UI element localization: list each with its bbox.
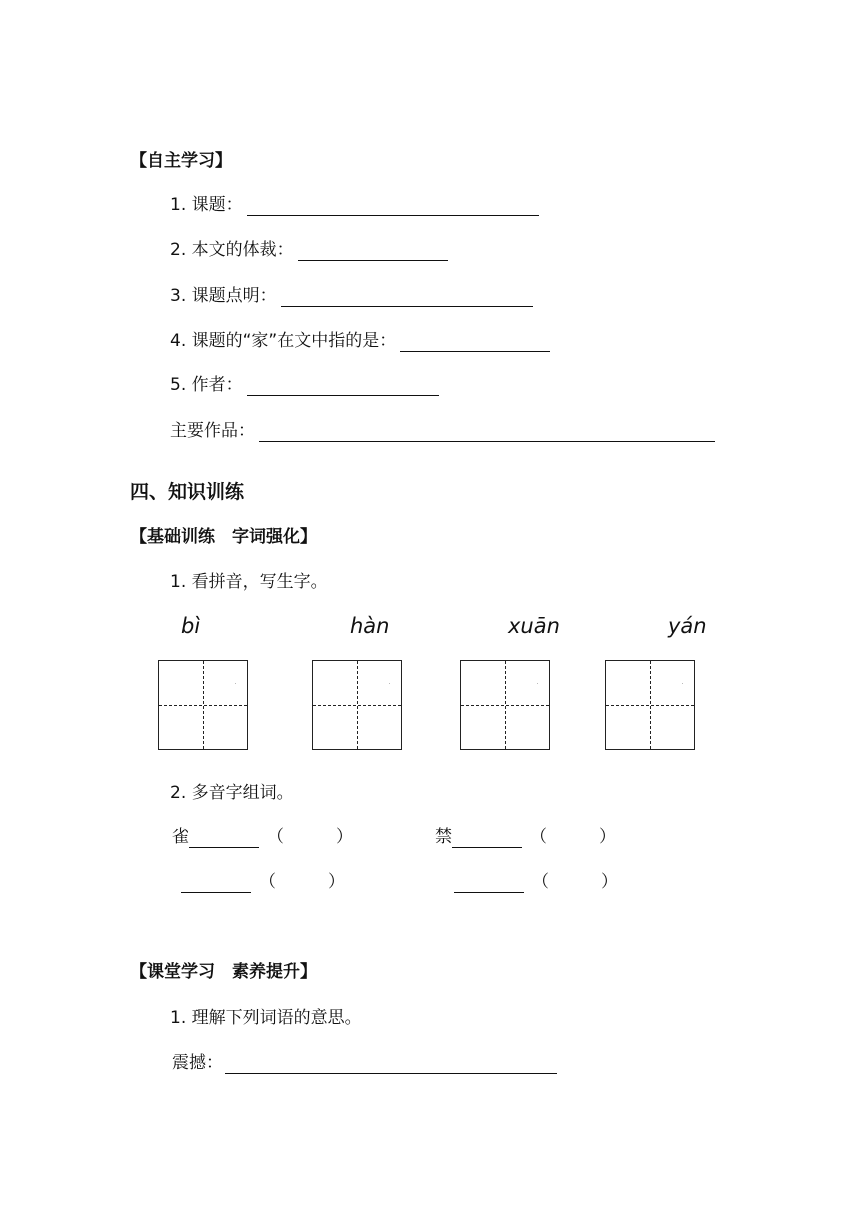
grid-horizontal-guide <box>461 705 549 706</box>
grid-dot <box>389 683 390 684</box>
item-home-meaning-label: 4. 课题的“家”在文中指的是： <box>170 331 397 351</box>
pinyin-4: yán <box>668 614 707 638</box>
item-topic-point <box>170 285 533 307</box>
grid-horizontal-guide <box>606 705 694 706</box>
pinyin-3: xuān <box>508 614 560 638</box>
poly-char-1: 雀 <box>172 827 189 847</box>
pinyin-1: bì <box>181 614 201 638</box>
self-study-heading: 【自主学习】 <box>130 151 232 171</box>
paren-open: （ <box>267 827 284 847</box>
writing-grid-4[interactable] <box>605 660 695 750</box>
poly-row-1-left <box>172 826 353 848</box>
item-topic-label: 1. 课题： <box>170 195 243 215</box>
vocab-item-zhenhan <box>172 1052 557 1074</box>
item-author <box>170 374 439 396</box>
pinyin-2: hàn <box>350 614 390 638</box>
author-answer-blank[interactable] <box>247 378 439 396</box>
vocab-meaning-blank[interactable] <box>225 1056 557 1074</box>
vocab-word: 震撼： <box>172 1053 223 1073</box>
basic-training-heading: 【基础训练 字词强化】 <box>130 527 317 547</box>
paren-open: （ <box>532 872 549 892</box>
grid-dot <box>682 683 683 684</box>
item-works-label: 主要作品： <box>170 421 255 441</box>
poly-row-2-right <box>454 871 618 893</box>
item-genre <box>170 239 448 261</box>
poly-char-2: 禁 <box>435 827 452 847</box>
class-q1: 1. 理解下列词语的意思。 <box>170 1008 362 1028</box>
grid-horizontal-guide <box>159 705 247 706</box>
poly-word-blank[interactable] <box>189 830 259 848</box>
poly-word-blank[interactable] <box>181 875 251 893</box>
item-author-label: 5. 作者： <box>170 375 243 395</box>
item-topic <box>170 194 539 216</box>
poly-word-blank[interactable] <box>452 830 522 848</box>
basic-q1: 1. 看拼音，写生字。 <box>170 572 328 592</box>
writing-grid-1[interactable] <box>158 660 248 750</box>
paren-open: （ <box>259 872 276 892</box>
class-study-heading: 【课堂学习 素养提升】 <box>130 962 317 982</box>
paren-close: ） <box>599 827 616 847</box>
topic-answer-blank[interactable] <box>247 198 539 216</box>
paren-close: ） <box>336 827 353 847</box>
topic-point-answer-blank[interactable] <box>281 289 533 307</box>
paren-close: ） <box>601 872 618 892</box>
home-meaning-answer-blank[interactable] <box>400 334 550 352</box>
writing-grid-2[interactable] <box>312 660 402 750</box>
item-genre-label: 2. 本文的体裁： <box>170 240 294 260</box>
item-home-meaning <box>170 330 550 352</box>
item-works <box>170 420 715 442</box>
section4-heading: 四、知识训练 <box>130 481 245 503</box>
writing-grid-3[interactable] <box>460 660 550 750</box>
item-topic-point-label: 3. 课题点明： <box>170 286 277 306</box>
grid-dot <box>235 683 236 684</box>
basic-q2: 2. 多音字组词。 <box>170 783 294 803</box>
poly-row-1-right <box>435 826 616 848</box>
genre-answer-blank[interactable] <box>298 243 448 261</box>
grid-horizontal-guide <box>313 705 401 706</box>
paren-close: ） <box>328 872 345 892</box>
works-answer-blank[interactable] <box>259 424 715 442</box>
paren-open: （ <box>530 827 547 847</box>
poly-row-2-left <box>181 871 345 893</box>
poly-word-blank[interactable] <box>454 875 524 893</box>
grid-dot <box>537 683 538 684</box>
